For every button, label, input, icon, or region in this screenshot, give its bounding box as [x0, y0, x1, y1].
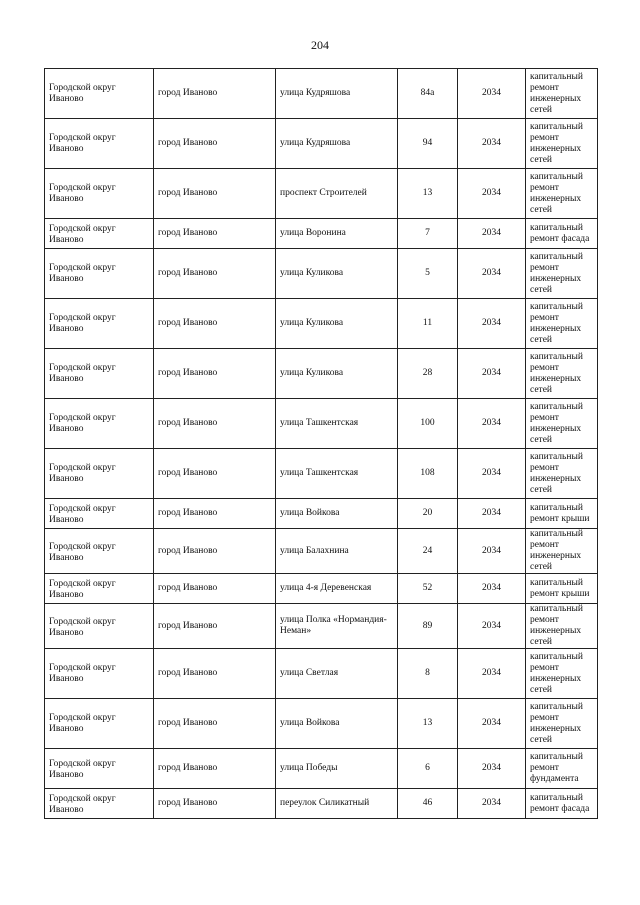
district-cell: Городской округ Иваново	[45, 749, 154, 789]
work-type-cell: капитальный ремонт фасада	[526, 789, 598, 819]
street-cell: улица Светлая	[276, 649, 398, 699]
work-type-cell: капитальный ремонт инженерных сетей	[526, 349, 598, 399]
house-number-cell: 13	[398, 699, 458, 749]
table-row	[45, 699, 598, 749]
house-number-cell: 7	[398, 219, 458, 249]
year-cell: 2034	[458, 699, 526, 749]
year-cell: 2034	[458, 574, 526, 604]
street-cell: улица Ташкентская	[276, 399, 398, 449]
city-cell: город Иваново	[154, 699, 276, 749]
house-number-cell: 8	[398, 649, 458, 699]
work-type-cell: капитальный ремонт инженерных сетей	[526, 604, 598, 649]
district-cell: Городской округ Иваново	[45, 574, 154, 604]
table-row	[45, 449, 598, 499]
house-number-cell: 28	[398, 349, 458, 399]
street-cell: улица Кудряшова	[276, 119, 398, 169]
city-cell: город Иваново	[154, 219, 276, 249]
street-cell: улица Куликова	[276, 249, 398, 299]
work-type-cell: капитальный ремонт инженерных сетей	[526, 399, 598, 449]
district-cell: Городской округ Иваново	[45, 649, 154, 699]
district-cell: Городской округ Иваново	[45, 349, 154, 399]
district-cell: Городской округ Иваново	[45, 604, 154, 649]
district-cell: Городской округ Иваново	[45, 499, 154, 529]
page-number: 204	[311, 38, 329, 52]
street-cell: улица Кудряшова	[276, 69, 398, 119]
house-number-cell: 108	[398, 449, 458, 499]
district-cell: Городской округ Иваново	[45, 169, 154, 219]
street-cell: улица Победы	[276, 749, 398, 789]
year-cell: 2034	[458, 69, 526, 119]
year-cell: 2034	[458, 219, 526, 249]
house-number-cell: 100	[398, 399, 458, 449]
district-cell: Городской округ Иваново	[45, 399, 154, 449]
city-cell: город Иваново	[154, 449, 276, 499]
street-cell: улица Ташкентская	[276, 449, 398, 499]
table-row	[45, 399, 598, 449]
year-cell: 2034	[458, 399, 526, 449]
year-cell: 2034	[458, 749, 526, 789]
district-cell: Городской округ Иваново	[45, 529, 154, 574]
year-cell: 2034	[458, 299, 526, 349]
city-cell: город Иваново	[154, 529, 276, 574]
city-cell: город Иваново	[154, 399, 276, 449]
city-cell: город Иваново	[154, 169, 276, 219]
year-cell: 2034	[458, 529, 526, 574]
street-cell: улица Куликова	[276, 349, 398, 399]
district-cell: Городской округ Иваново	[45, 299, 154, 349]
registry-table	[44, 68, 598, 819]
city-cell: город Иваново	[154, 789, 276, 819]
table-row	[45, 219, 598, 249]
table-row	[45, 574, 598, 604]
city-cell: город Иваново	[154, 349, 276, 399]
district-cell: Городской округ Иваново	[45, 119, 154, 169]
work-type-cell: капитальный ремонт инженерных сетей	[526, 169, 598, 219]
year-cell: 2034	[458, 449, 526, 499]
district-cell: Городской округ Иваново	[45, 249, 154, 299]
work-type-cell: капитальный ремонт инженерных сетей	[526, 299, 598, 349]
work-type-cell: капитальный ремонт инженерных сетей	[526, 449, 598, 499]
district-cell: Городской округ Иваново	[45, 219, 154, 249]
house-number-cell: 6	[398, 749, 458, 789]
year-cell: 2034	[458, 169, 526, 219]
district-cell: Городской округ Иваново	[45, 699, 154, 749]
street-cell: улица Балахнина	[276, 529, 398, 574]
house-number-cell: 94	[398, 119, 458, 169]
street-cell: улица Куликова	[276, 299, 398, 349]
house-number-cell: 52	[398, 574, 458, 604]
year-cell: 2034	[458, 649, 526, 699]
work-type-cell: капитальный ремонт фундамента	[526, 749, 598, 789]
city-cell: город Иваново	[154, 604, 276, 649]
work-type-cell: капитальный ремонт крыши	[526, 499, 598, 529]
house-number-cell: 11	[398, 299, 458, 349]
year-cell: 2034	[458, 249, 526, 299]
year-cell: 2034	[458, 789, 526, 819]
house-number-cell: 5	[398, 249, 458, 299]
house-number-cell: 24	[398, 529, 458, 574]
table-row	[45, 649, 598, 699]
table-row	[45, 169, 598, 219]
district-cell: Городской округ Иваново	[45, 69, 154, 119]
work-type-cell: капитальный ремонт инженерных сетей	[526, 699, 598, 749]
table-row	[45, 69, 598, 119]
city-cell: город Иваново	[154, 649, 276, 699]
city-cell: город Иваново	[154, 69, 276, 119]
district-cell: Городской округ Иваново	[45, 789, 154, 819]
table-row	[45, 119, 598, 169]
house-number-cell: 20	[398, 499, 458, 529]
street-cell: улица Воронина	[276, 219, 398, 249]
house-number-cell: 46	[398, 789, 458, 819]
house-number-cell: 13	[398, 169, 458, 219]
table-row	[45, 249, 598, 299]
street-cell: улица Войкова	[276, 499, 398, 529]
city-cell: город Иваново	[154, 119, 276, 169]
city-cell: город Иваново	[154, 499, 276, 529]
city-cell: город Иваново	[154, 249, 276, 299]
house-number-cell: 89	[398, 604, 458, 649]
table-row	[45, 499, 598, 529]
work-type-cell: капитальный ремонт инженерных сетей	[526, 649, 598, 699]
house-number-cell: 84а	[398, 69, 458, 119]
table-row	[45, 349, 598, 399]
table-row	[45, 789, 598, 819]
street-cell: улица Полка «Нормандия-Неман»	[276, 604, 398, 649]
street-cell: улица 4-я Деревенская	[276, 574, 398, 604]
year-cell: 2034	[458, 499, 526, 529]
work-type-cell: капитальный ремонт инженерных сетей	[526, 119, 598, 169]
table-row	[45, 299, 598, 349]
street-cell: переулок Силикатный	[276, 789, 398, 819]
table-row	[45, 529, 598, 574]
city-cell: город Иваново	[154, 574, 276, 604]
street-cell: проспект Строителей	[276, 169, 398, 219]
work-type-cell: капитальный ремонт фасада	[526, 219, 598, 249]
work-type-cell: капитальный ремонт инженерных сетей	[526, 529, 598, 574]
city-cell: город Иваново	[154, 749, 276, 789]
table-row	[45, 604, 598, 649]
district-cell: Городской округ Иваново	[45, 449, 154, 499]
city-cell: город Иваново	[154, 299, 276, 349]
work-type-cell: капитальный ремонт крыши	[526, 574, 598, 604]
year-cell: 2034	[458, 349, 526, 399]
registry-table-body	[45, 69, 598, 819]
work-type-cell: капитальный ремонт инженерных сетей	[526, 69, 598, 119]
year-cell: 2034	[458, 604, 526, 649]
table-row	[45, 749, 598, 789]
year-cell: 2034	[458, 119, 526, 169]
work-type-cell: капитальный ремонт инженерных сетей	[526, 249, 598, 299]
street-cell: улица Войкова	[276, 699, 398, 749]
